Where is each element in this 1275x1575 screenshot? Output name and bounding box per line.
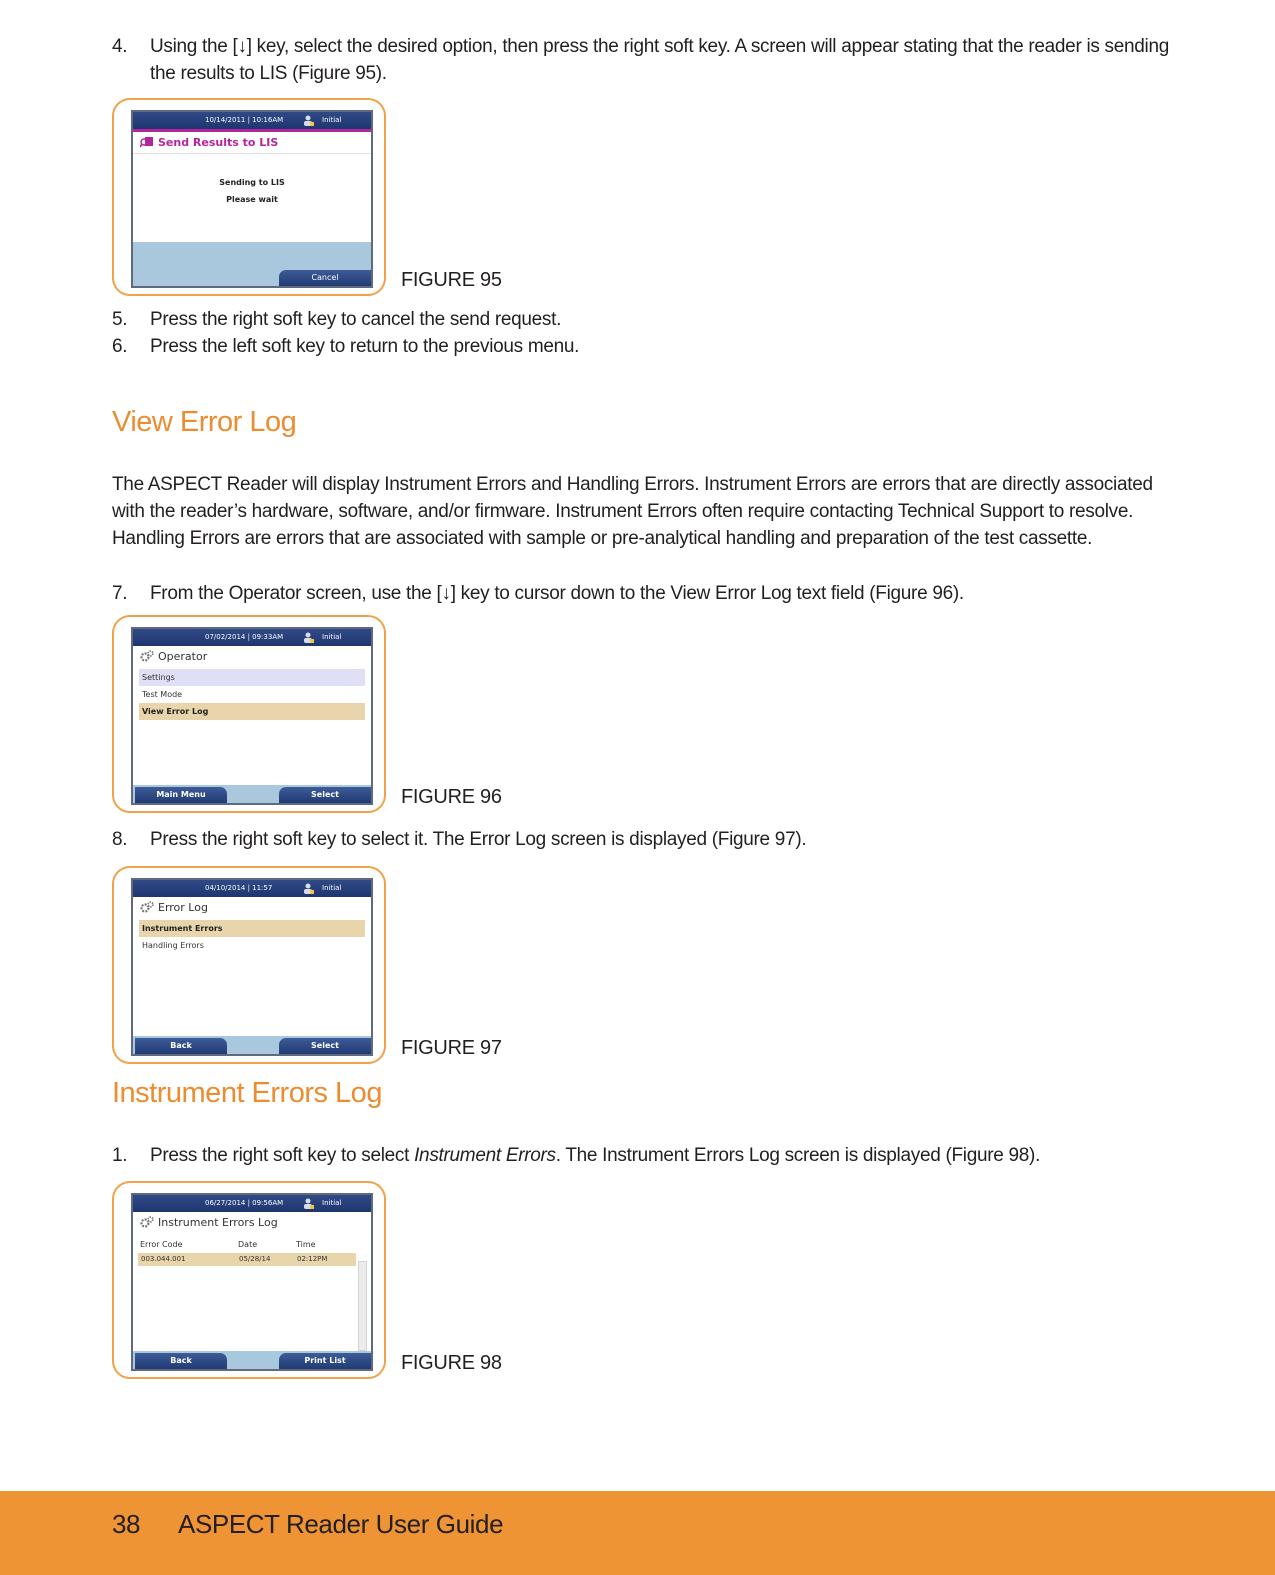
back-soft-key[interactable]: Back <box>135 1353 227 1369</box>
device-screen <box>131 110 373 288</box>
device-screen <box>131 627 373 805</box>
menu-item-view-error-log[interactable]: View Error Log <box>139 703 365 720</box>
intro-paragraph: The ASPECT Reader will display Instrument Errors and Handling Errors. Instrument Errors are errors that are directly associated with the reader’s hardware, software, and/or firmware. Instrument Errors often require contacting Technical Support to resolve. Handling Errors are errors that are associated with sample or pre-analytical handling and preparation of the test cassette. <box>112 474 1153 549</box>
cell-date: 05/28/14 <box>239 1255 271 1263</box>
table-row[interactable] <box>138 1253 356 1266</box>
main-menu-soft-key[interactable]: Main Menu <box>135 787 227 803</box>
select-soft-key[interactable]: Select <box>279 787 371 803</box>
screen-title-text: Send Results to LIS <box>158 136 279 149</box>
step-text-part: . The Instrument Errors Log screen is displayed (Figure 98). <box>555 1145 1041 1166</box>
datetime: 04/10/2014 | 11:57 <box>205 884 273 892</box>
scrollbar[interactable] <box>358 1261 367 1351</box>
step-8 <box>112 826 1172 853</box>
sending-message-1: Sending to LIS <box>219 178 285 187</box>
step-4 <box>112 33 1172 87</box>
figure-98-label: FIGURE 98 <box>401 1352 502 1374</box>
step-text <box>150 1142 1172 1169</box>
gear-icon <box>140 1216 154 1228</box>
menu-item-test-mode[interactable]: Test Mode <box>142 690 183 699</box>
soft-key-bar <box>133 1351 371 1369</box>
column-header-date: Date <box>238 1240 258 1249</box>
menu-list <box>133 920 371 954</box>
soft-key-bar <box>133 785 371 803</box>
table-header <box>133 1237 371 1253</box>
step-number: 7. <box>112 583 128 604</box>
menu-item-handling-errors[interactable]: Handling Errors <box>142 941 204 950</box>
cancel-soft-key[interactable]: Cancel <box>279 270 371 286</box>
user-icon <box>303 1198 315 1209</box>
gear-icon <box>140 650 154 662</box>
datetime: 07/02/2014 | 09:33AM <box>205 633 284 641</box>
heading-view-error-log: View Error Log <box>112 406 297 438</box>
user-icon <box>303 632 315 643</box>
send-results-icon <box>140 136 154 148</box>
user-level: Initial <box>322 633 342 641</box>
step-text: Press the left soft key to return to the previous menu. <box>150 336 580 357</box>
step-text: Press the right soft key to select it. The Error Log screen is displayed (Figure 97). <box>150 829 807 850</box>
user-level: Initial <box>322 116 342 124</box>
select-soft-key[interactable]: Select <box>279 1038 371 1054</box>
status-bar <box>133 880 371 897</box>
menu-list <box>133 669 371 720</box>
user-level: Initial <box>322 884 342 892</box>
screen-title-text: Instrument Errors Log <box>158 1216 278 1229</box>
step-number: 8. <box>112 829 128 850</box>
screen-title-text: Operator <box>158 650 208 663</box>
device-screen <box>131 1193 373 1371</box>
screen-title <box>133 132 371 153</box>
figure-96-label: FIGURE 96 <box>401 786 502 808</box>
figure-97-label: FIGURE 97 <box>401 1037 502 1059</box>
step-7 <box>112 580 1172 607</box>
user-icon <box>303 883 315 894</box>
step-number: 4. <box>112 36 128 57</box>
cell-time: 02:12PM <box>297 1255 328 1263</box>
back-soft-key[interactable]: Back <box>135 1038 227 1054</box>
step-5 <box>112 306 1172 333</box>
step-text: Press the right soft key to cancel the send request. <box>150 309 562 330</box>
menu-item-settings[interactable]: Settings <box>139 669 365 686</box>
page-number: 38 <box>112 1509 141 1539</box>
figure-95-device <box>112 98 386 296</box>
datetime: 10/14/2011 | 10:16AM <box>205 116 284 124</box>
step-6 <box>112 333 1172 360</box>
soft-key-bar <box>133 242 371 286</box>
step-text: Using the [↓] key, select the desired option, then press the right soft key. A screen will appear stating that the reader is sending the results to LIS (Figure 95). <box>150 36 1170 84</box>
datetime: 06/27/2014 | 09:56AM <box>205 1199 284 1207</box>
step-number: 1. <box>112 1145 128 1166</box>
menu-item-instrument-errors[interactable]: Instrument Errors <box>139 920 365 937</box>
user-icon <box>303 115 315 126</box>
print-list-soft-key[interactable]: Print List <box>279 1353 371 1369</box>
page-footer <box>0 1491 1275 1575</box>
heading-instrument-errors-log: Instrument Errors Log <box>112 1077 382 1109</box>
status-bar <box>133 1195 371 1212</box>
column-header-error-code: Error Code <box>140 1240 183 1249</box>
step-text: From the Operator screen, use the [↓] key to cursor down to the View Error Log text field (Figure 96). <box>150 583 964 604</box>
screen-title-text: Error Log <box>158 901 208 914</box>
status-bar <box>133 112 371 129</box>
screen-title <box>133 897 371 918</box>
screen-title <box>133 646 371 667</box>
step-text-part: Press the right soft key to select <box>150 1145 415 1166</box>
status-bar <box>133 629 371 646</box>
step-text-italic: Instrument Errors <box>414 1145 556 1166</box>
step-1 <box>112 1142 1172 1169</box>
user-level: Initial <box>322 1199 342 1207</box>
gear-icon <box>140 901 154 913</box>
figure-97-device <box>112 866 386 1064</box>
screen-title <box>133 1212 371 1233</box>
figure-96-device <box>112 615 386 813</box>
column-header-time: Time <box>296 1240 316 1249</box>
device-screen <box>131 878 373 1056</box>
sending-message-2: Please wait <box>226 195 278 204</box>
figure-98-device <box>112 1181 386 1379</box>
figure-95-label: FIGURE 95 <box>401 269 502 291</box>
cell-error-code: 003.044.001 <box>141 1255 186 1263</box>
step-number: 5. <box>112 309 128 330</box>
soft-key-bar <box>133 1036 371 1054</box>
step-number: 6. <box>112 336 128 357</box>
footer-title: ASPECT Reader User Guide <box>178 1509 504 1539</box>
